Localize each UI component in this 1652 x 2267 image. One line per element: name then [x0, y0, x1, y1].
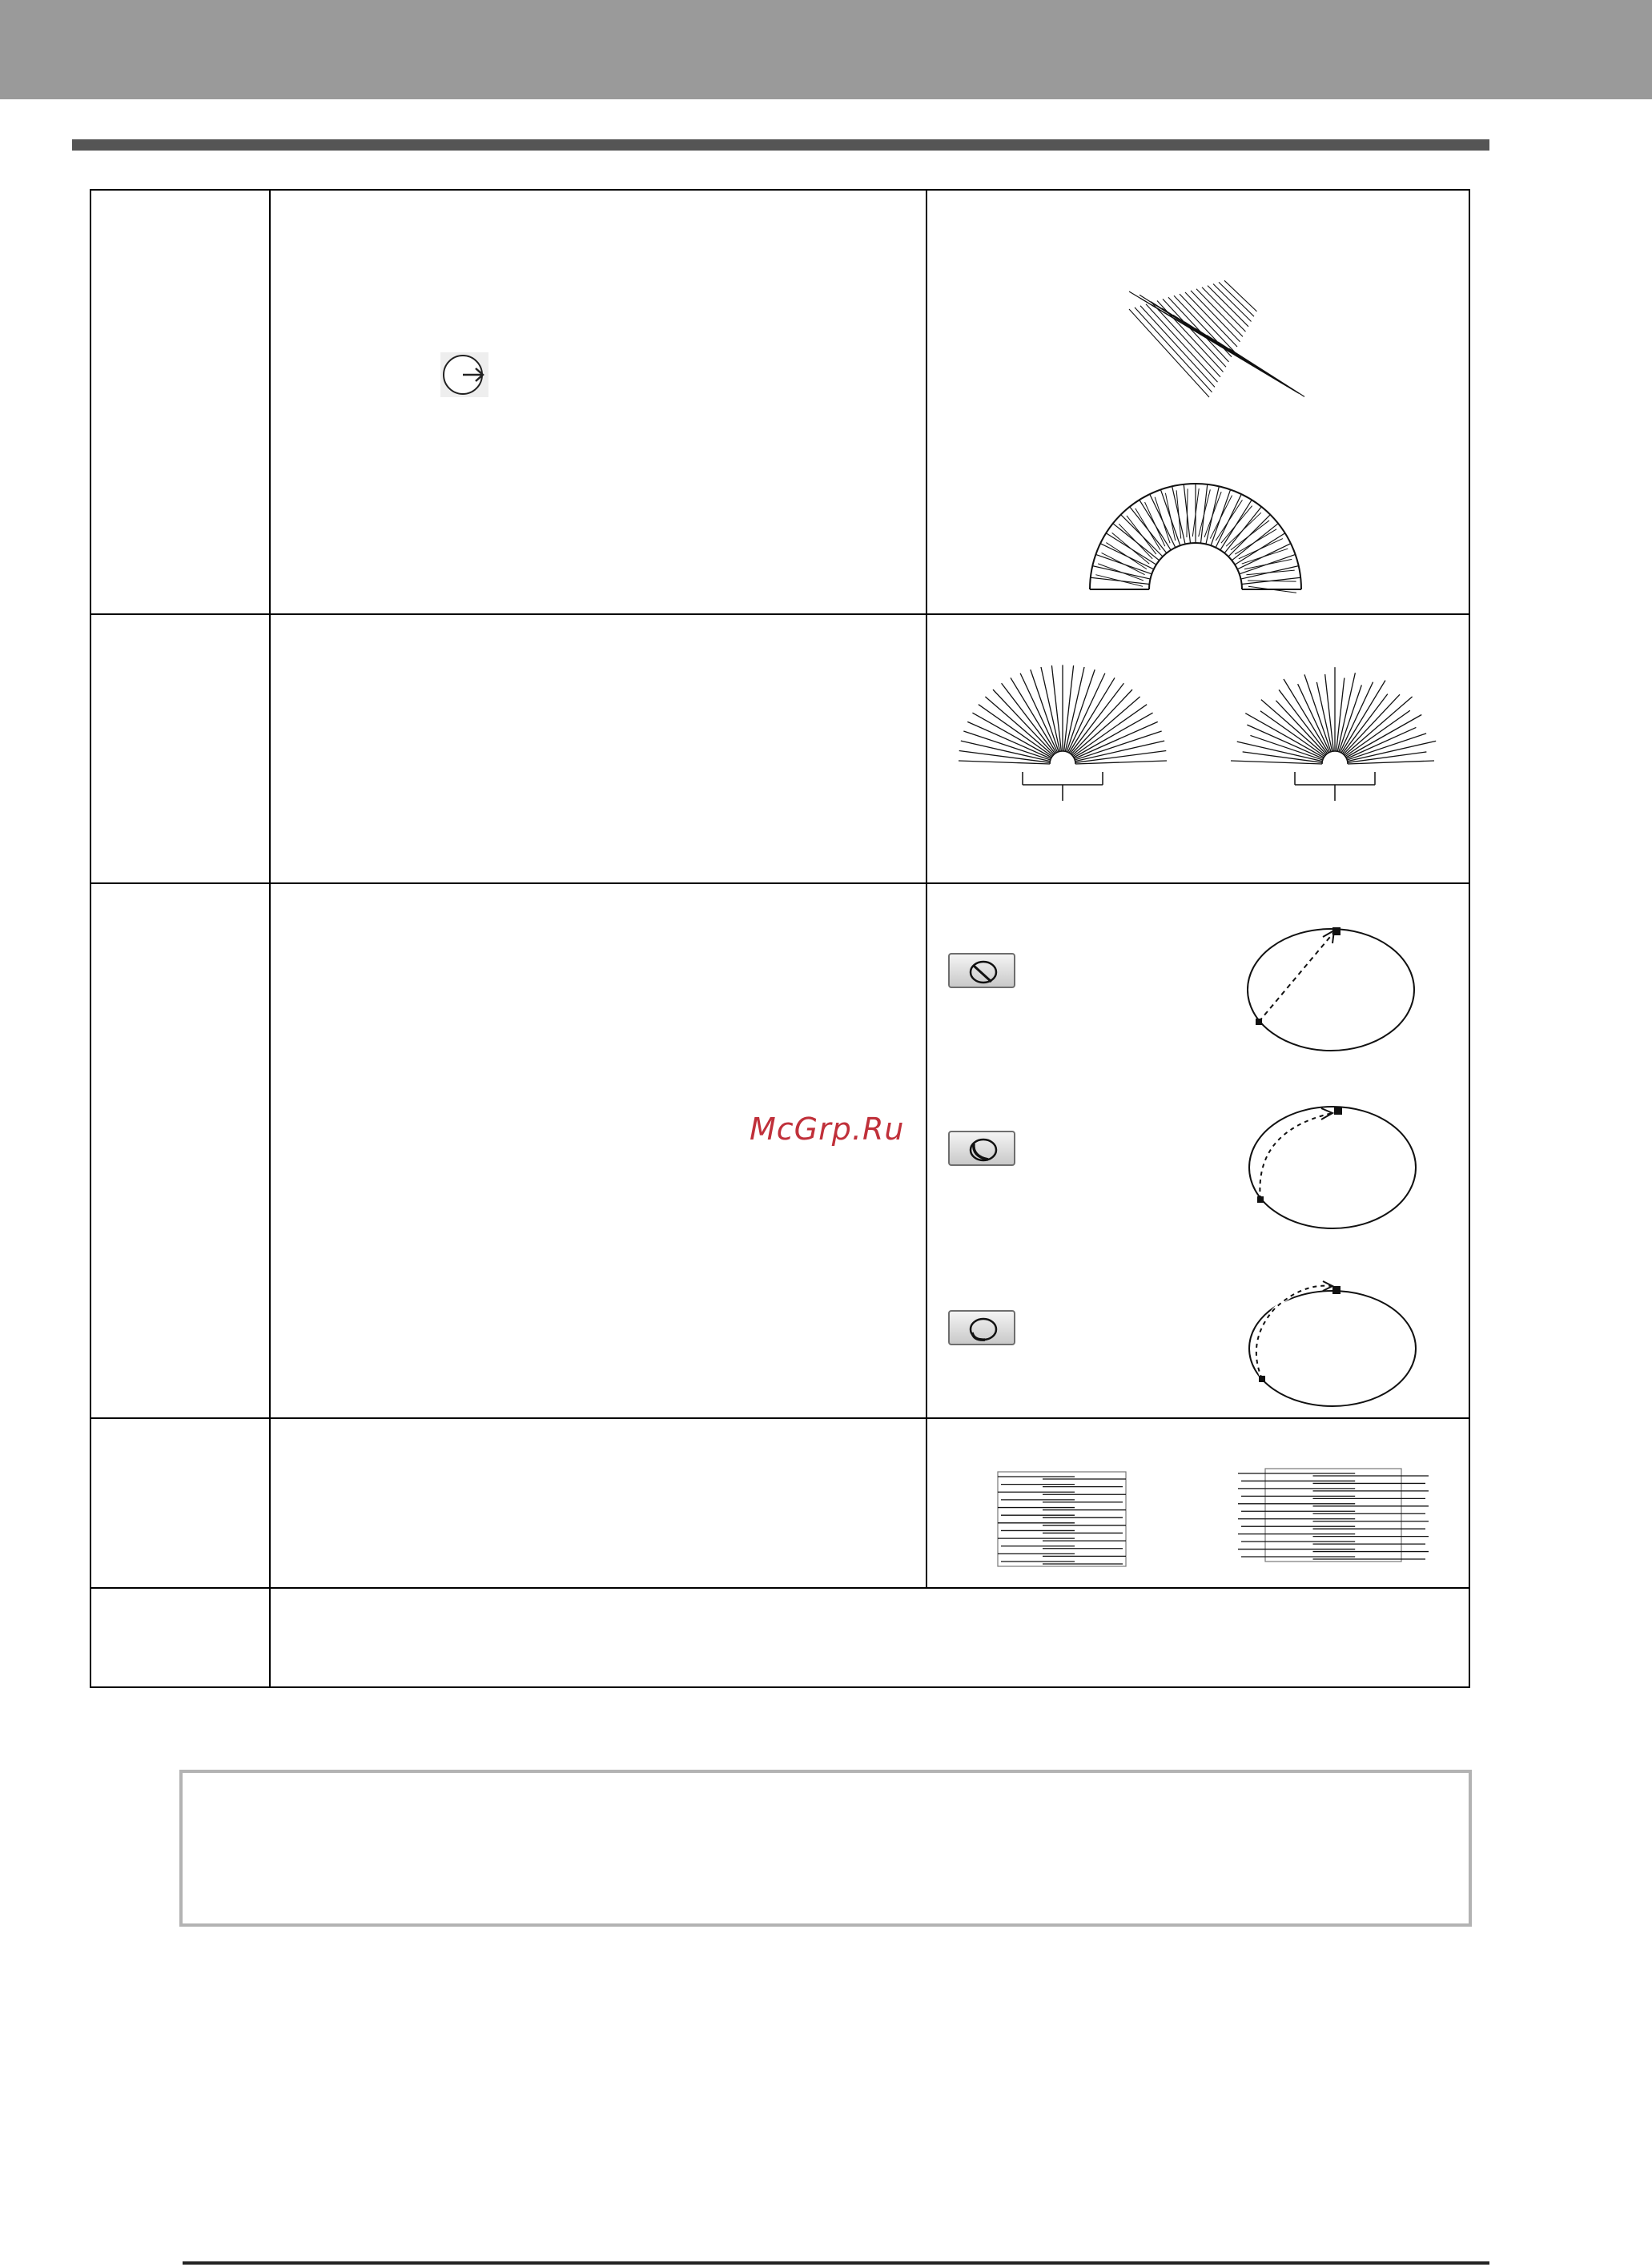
stitch-line: [1095, 575, 1143, 587]
stitch-line: [1347, 727, 1417, 758]
stitch-line: [1157, 301, 1224, 372]
stitch-line: [1075, 741, 1165, 762]
ellipse-path-long-arc-figure: [1243, 1276, 1427, 1413]
arch-inner-edge: [1149, 543, 1242, 589]
stitch-line: [1129, 309, 1209, 397]
diagonal-stitch-figure: [1121, 253, 1281, 405]
ellipse-diagonal-path-button[interactable]: [948, 953, 1015, 988]
stitch-line: [1187, 488, 1188, 537]
stitch-line: [1204, 492, 1221, 537]
ellipse-short-arc-path-button[interactable]: [948, 1131, 1015, 1166]
ellipse-short-arc-path-icon: [950, 1132, 1017, 1168]
stitch-line: [1068, 673, 1105, 753]
header-rule: [72, 139, 1489, 151]
sunburst-figure-right: [1227, 649, 1443, 809]
stitch-line: [1348, 741, 1437, 761]
stitch-line: [961, 741, 1051, 762]
ellipse-diagonal-path-icon: [950, 955, 1017, 990]
ellipse-long-arc-path-icon: [950, 1312, 1017, 1347]
sunburst-center-arc: [1322, 751, 1348, 764]
stitch-line: [1199, 489, 1211, 537]
table-divider-figure-column: [926, 189, 927, 1587]
stitch-line: [1145, 502, 1165, 546]
stitch-line: [1213, 284, 1252, 322]
sunburst-figure-left: [955, 649, 1171, 809]
stitch-line: [1174, 295, 1232, 356]
radial-arch-figure: [1087, 472, 1304, 593]
stitch-line: [1246, 570, 1294, 575]
stitch-line: [1020, 673, 1057, 753]
ellipse-path-short-arc-figure: [1243, 1099, 1427, 1235]
table-divider-label-column: [269, 189, 271, 1688]
stitch-line: [1135, 307, 1212, 392]
stitch-line: [1180, 294, 1235, 352]
header-banner: [0, 0, 1652, 99]
stitch-line: [1191, 291, 1240, 342]
stitch-line: [1219, 282, 1254, 316]
ellipse-long-arc-path-button[interactable]: [948, 1310, 1015, 1345]
stitch-line: [1239, 539, 1283, 559]
block-outline: [1265, 1469, 1401, 1562]
sunburst-center-arc: [1050, 751, 1075, 764]
stitch-line: [1196, 289, 1243, 337]
satin-block-figure-left: [993, 1465, 1137, 1570]
footer-rule: [183, 2261, 1489, 2265]
stitch-line: [1176, 490, 1181, 538]
stitch-line: [1168, 297, 1229, 362]
table-row-separator: [90, 1587, 1470, 1589]
note-box: [179, 1770, 1472, 1927]
ellipse-path-diagonal-figure: [1243, 921, 1427, 1057]
table-row-separator: [90, 882, 1470, 884]
circle-arrow-icon: [440, 352, 488, 397]
satin-block-figure-right: [1233, 1462, 1433, 1570]
block-outline: [998, 1472, 1126, 1566]
watermark: McGrp.Ru: [750, 1111, 905, 1147]
stitch-line: [1237, 742, 1323, 762]
stitch-line: [1098, 564, 1144, 581]
stitch-line: [1146, 304, 1218, 382]
table-row-separator: [90, 613, 1470, 615]
table-row-separator: [90, 1417, 1470, 1419]
